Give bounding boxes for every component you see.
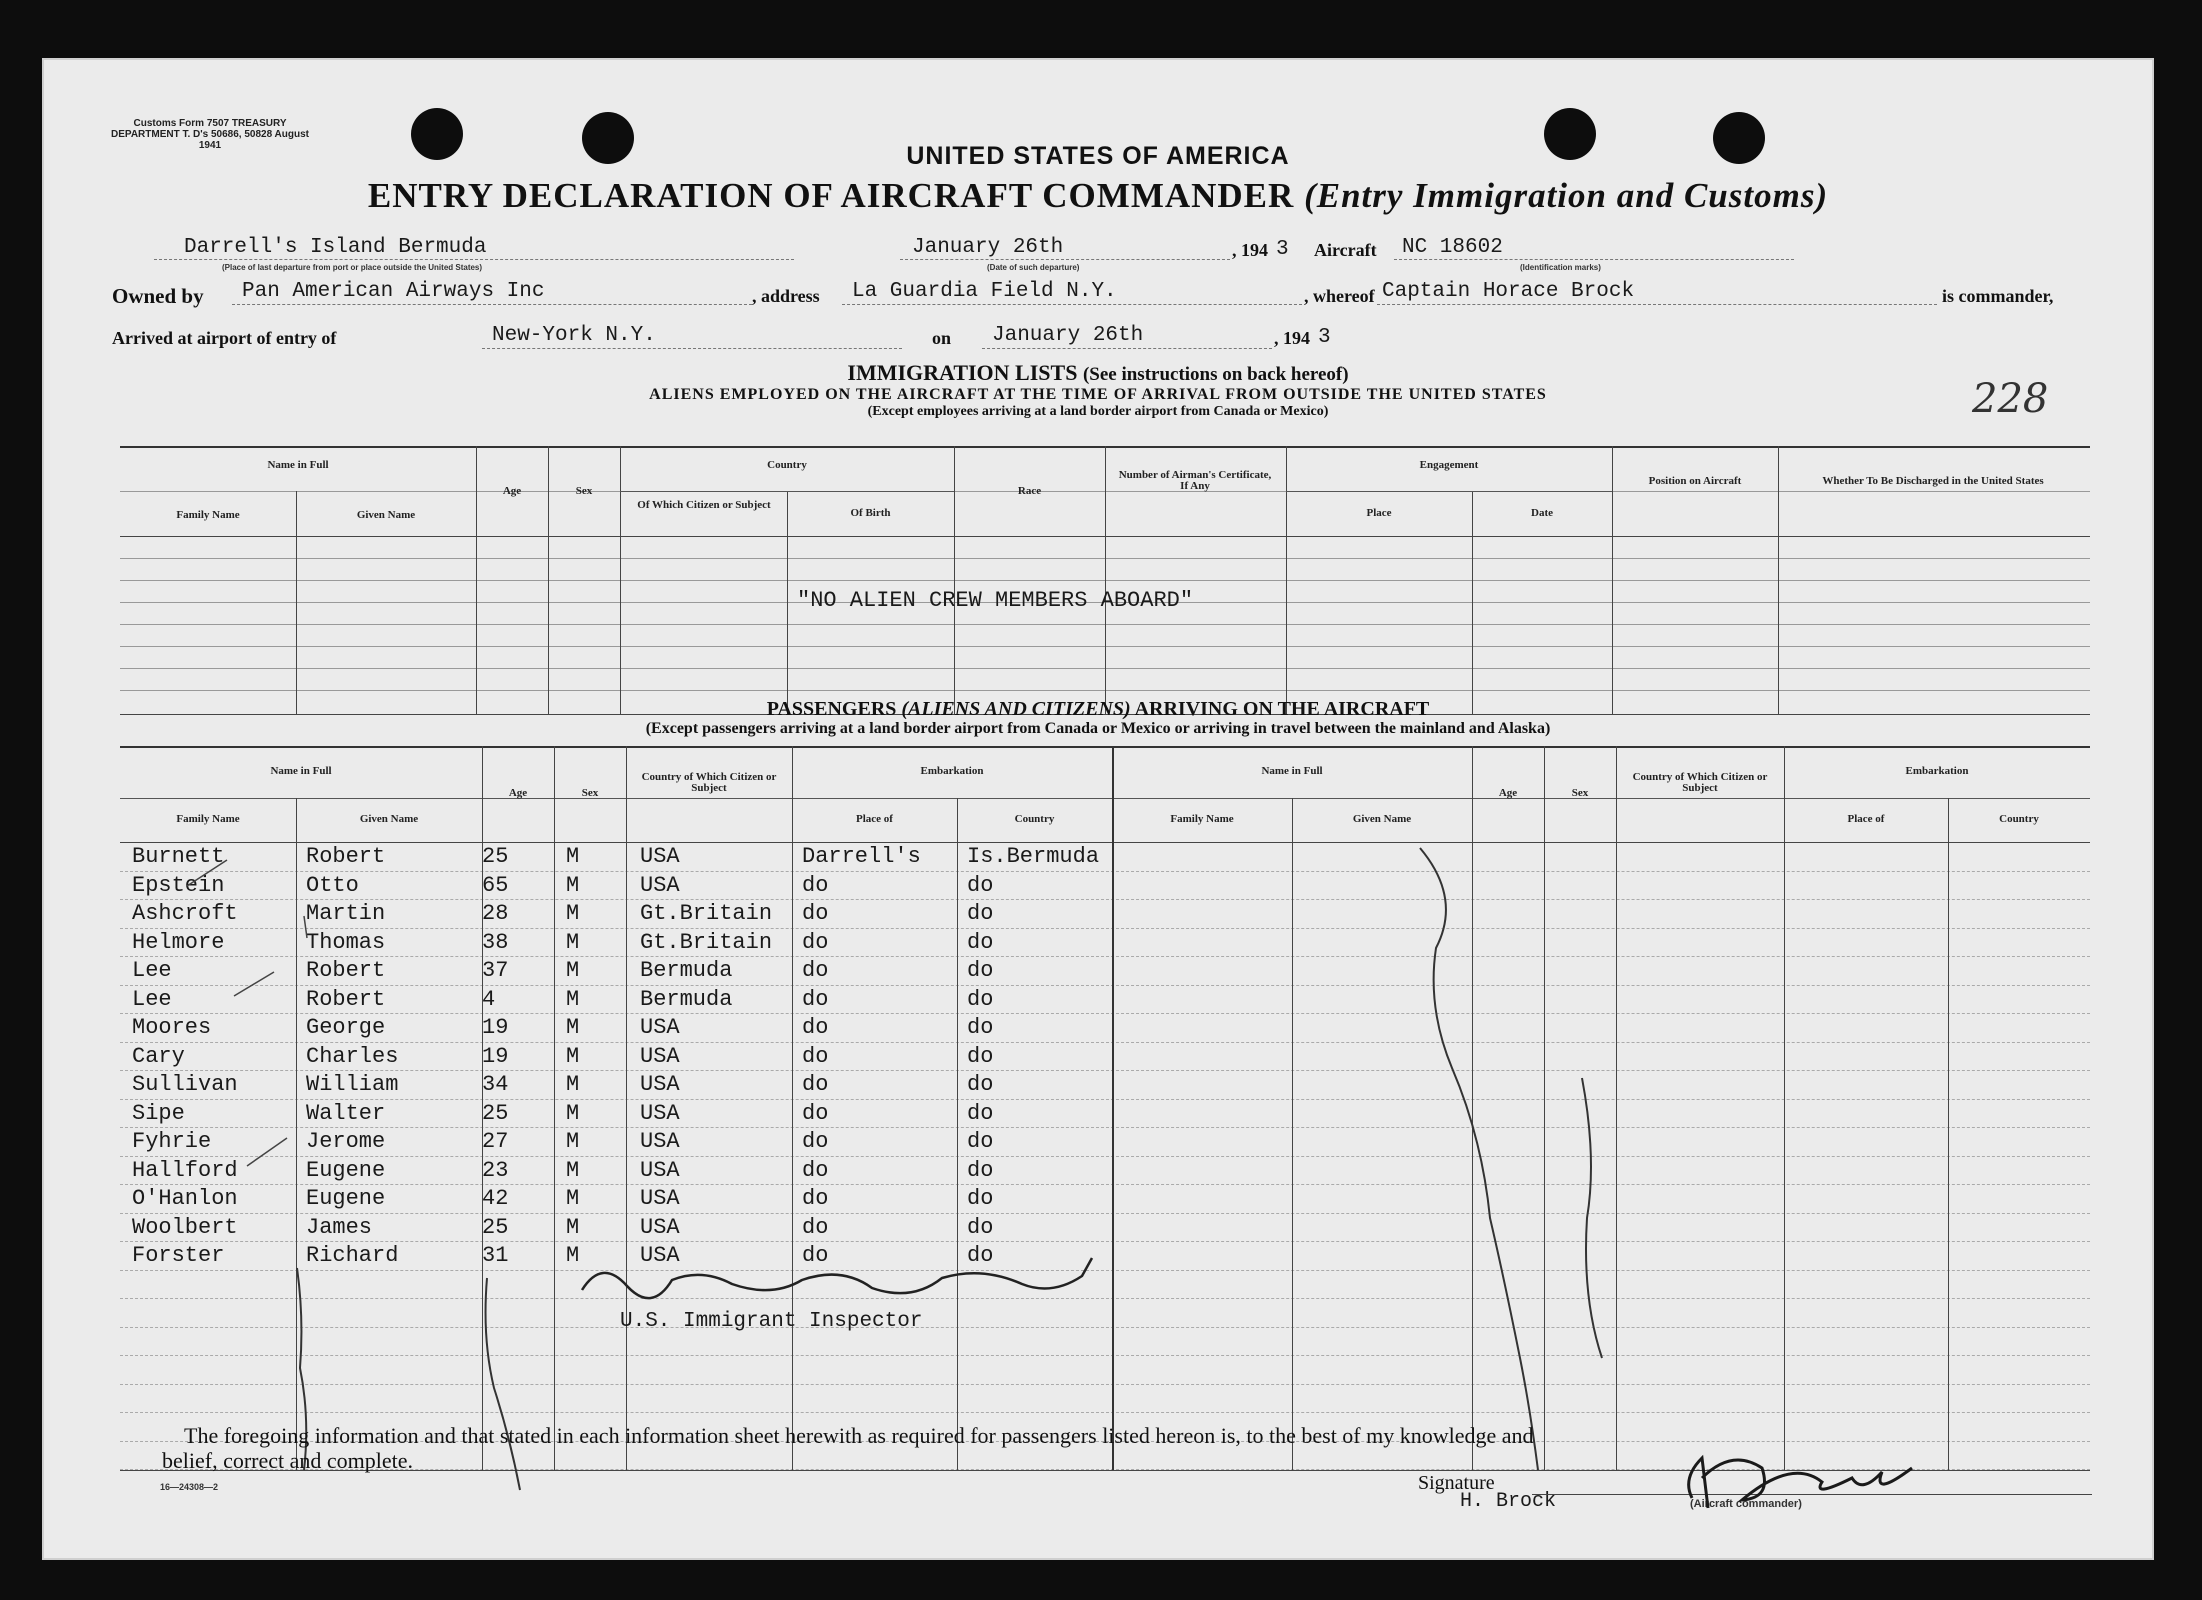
passenger-given: James	[306, 1214, 373, 1240]
passenger-country: do	[967, 1100, 994, 1126]
table-rule	[120, 985, 2090, 986]
passenger-age: 25	[482, 1100, 509, 1126]
pass-header-country-2: Country	[1999, 813, 2039, 825]
crew-remark: "NO ALIEN CREW MEMBERS ABOARD"	[797, 588, 1194, 613]
passenger-country: do	[967, 1243, 994, 1268]
passenger-given: William	[306, 1072, 399, 1097]
passenger-sex: M	[566, 1243, 580, 1268]
pen-line	[1420, 848, 1538, 1470]
passenger-country: do	[967, 1157, 994, 1183]
passenger-citizen: USA	[640, 872, 680, 898]
passenger-sex: M	[566, 844, 580, 869]
underline	[982, 348, 1272, 349]
passengers-title	[42, 698, 2154, 721]
table-rule	[1286, 491, 1612, 492]
passenger-given: Richard	[306, 1243, 399, 1268]
passenger-family: Ashcroft	[132, 901, 238, 926]
table-rule	[1616, 746, 1617, 1470]
passenger-given: Walter	[306, 1100, 386, 1126]
passenger-country: do	[967, 901, 994, 926]
passenger-age: 31	[482, 1243, 509, 1268]
pass-header-age: Age	[508, 787, 528, 799]
table-rule	[120, 1327, 2090, 1328]
year-prefix: , 194	[1232, 240, 1268, 260]
inspector-title: U.S. Immigrant Inspector	[620, 1310, 923, 1333]
passenger-family: Helmore	[132, 929, 225, 955]
passenger-place: do	[802, 986, 829, 1012]
passenger-sex: M	[566, 1015, 580, 1040]
commander-name: Captain Horace Brock	[1382, 280, 1635, 303]
table-rule	[626, 746, 627, 1470]
page-title	[42, 176, 2154, 216]
immigration-title	[42, 360, 2154, 386]
passenger-citizen: USA	[640, 1214, 680, 1240]
passenger-age: 4	[482, 986, 496, 1012]
pass-header-country: Country	[1014, 813, 1055, 825]
passenger-sex: M	[566, 872, 580, 898]
passenger-given: Robert	[306, 958, 386, 983]
table-rule	[554, 746, 555, 1470]
passenger-age: 34	[482, 1072, 509, 1097]
passengers-title-paren: (ALIENS AND CITIZENS)	[901, 698, 1131, 720]
form-sheet	[42, 58, 2154, 1560]
title-paren: (Entry Immigration and Customs)	[1304, 176, 1829, 215]
footer-code: 16—24308—2	[160, 1482, 219, 1492]
table-rule	[1948, 798, 1949, 1470]
form-number-block: Customs Form 7507 TREASURY DEPARTMENT T. D's 50686, 50828 August 1941	[111, 118, 309, 151]
table-rule	[787, 491, 788, 714]
crew-header-sex: Sex	[575, 485, 593, 497]
table-rule	[120, 1070, 2090, 1071]
immigration-subtitle: ALIENS EMPLOYED ON THE AIRCRAFT AT THE TIME OF ARRIVAL FROM OUTSIDE THE UNITED STATES	[649, 386, 1547, 403]
passenger-sex: M	[566, 1043, 580, 1069]
crew-header-certificate: Number of Airman's Certificate, If Any	[1118, 469, 1272, 492]
passenger-family: Sipe	[132, 1100, 185, 1126]
pass-header-place-2: Place of	[1847, 813, 1885, 825]
passenger-given: Eugene	[306, 1186, 386, 1211]
table-rule	[120, 746, 2090, 748]
aircraft-label: Aircraft	[1314, 240, 1377, 260]
passenger-family: Woolbert	[132, 1214, 238, 1240]
pass-header-sex: Sex	[581, 787, 599, 799]
passenger-sex: M	[566, 986, 580, 1012]
immigration-title-text: IMMIGRATION LISTS	[847, 360, 1078, 385]
passenger-place: do	[802, 1129, 829, 1154]
passenger-given: Jerome	[306, 1129, 386, 1154]
table-rule	[120, 1355, 2090, 1356]
table-rule	[1544, 746, 1545, 1470]
passenger-given: Otto	[306, 872, 359, 898]
passenger-sex: M	[566, 1072, 580, 1097]
passenger-place: do	[802, 901, 829, 926]
departure-date-note: (Date of such departure)	[987, 263, 1080, 272]
passenger-family: Lee	[132, 958, 172, 983]
table-rule	[1472, 491, 1473, 714]
passenger-place: do	[802, 872, 829, 898]
passenger-family: Forster	[132, 1243, 225, 1268]
table-rule	[620, 446, 621, 714]
passenger-age: 27	[482, 1129, 509, 1154]
crew-header-position: Position on Aircraft	[1648, 475, 1742, 487]
passenger-sex: M	[566, 901, 580, 926]
on-label: on	[932, 328, 952, 348]
passenger-citizen: USA	[640, 1072, 680, 1097]
table-rule	[120, 899, 2090, 900]
passenger-family: Cary	[132, 1043, 185, 1069]
table-rule	[1472, 746, 1473, 1470]
passenger-place: do	[802, 958, 829, 983]
underline	[900, 259, 1230, 260]
passengers-title-text: PASSENGERS	[766, 698, 897, 720]
passenger-citizen: Gt.Britain	[640, 901, 773, 926]
pass-header-citizen-2: Country of Which Citizen or Subject	[1632, 771, 1768, 794]
passenger-age: 42	[482, 1186, 509, 1211]
passenger-place: do	[802, 1186, 829, 1211]
crew-header-discharged: Whether To Be Discharged in the United States	[1822, 475, 2044, 487]
passenger-citizen: USA	[640, 844, 680, 869]
passenger-citizen: Bermuda	[640, 958, 733, 983]
passenger-place: do	[802, 1015, 829, 1040]
passenger-country: do	[967, 958, 994, 983]
aircraft-mark: NC 18602	[1402, 236, 1503, 259]
declaration-line-1: The foregoing information and that stated in each information sheet herewith as required for passengers listed hereon is, to the best of my knowledge and	[184, 1423, 1534, 1448]
table-rule	[1286, 446, 1287, 714]
passenger-family: O'Hanlon	[132, 1186, 238, 1211]
passenger-citizen: USA	[640, 1100, 680, 1126]
passenger-age: 28	[482, 901, 509, 926]
crew-header-family: Family Name	[176, 509, 240, 521]
country-title: UNITED STATES OF AMERICA	[906, 142, 1290, 170]
passenger-family: Lee	[132, 986, 172, 1012]
immigration-title-note: (See instructions on back hereof)	[1082, 364, 1349, 385]
table-rule	[1778, 446, 1779, 714]
table-rule	[296, 798, 297, 1470]
passenger-country: Is.Bermuda	[967, 844, 1100, 869]
title-main: ENTRY DECLARATION OF AIRCRAFT COMMANDER	[367, 176, 1295, 215]
passenger-given: Robert	[306, 844, 386, 869]
table-rule	[1784, 746, 1785, 1470]
table-rule	[120, 1042, 2090, 1043]
crew-header-birth: Of Birth	[850, 507, 891, 519]
passenger-given: George	[306, 1015, 386, 1040]
passengers-subtitle: (Except passengers arriving at a land border airport from Canada or Mexico or arriving in travel between the mainland and Alaska)	[645, 720, 1551, 737]
page-mark: 228	[1972, 376, 2049, 422]
passenger-citizen: USA	[640, 1129, 680, 1154]
passenger-age: 37	[482, 958, 509, 983]
passenger-sex: M	[566, 929, 580, 955]
table-rule	[120, 1412, 2090, 1413]
declaration-line-2: belief, correct and complete.	[162, 1448, 414, 1473]
underline	[154, 259, 794, 260]
table-rule	[1105, 446, 1106, 714]
passenger-place: do	[802, 1243, 829, 1268]
crew-header-age: Age	[502, 485, 522, 497]
table-rule	[120, 1241, 2090, 1242]
crew-header-engagement: Engagement	[1419, 459, 1479, 471]
underline	[842, 304, 1302, 305]
signer-typed: H. Brock	[1460, 1490, 1557, 1513]
passenger-place: do	[802, 1100, 829, 1126]
pass-header-place: Place of	[856, 813, 893, 825]
passenger-place: do	[802, 1157, 829, 1183]
passenger-country: do	[967, 1129, 994, 1154]
crew-header-name: Name in Full	[267, 459, 329, 471]
table-rule	[120, 1213, 2090, 1214]
aircraft-mark-note: (Identification marks)	[1520, 263, 1601, 272]
arrival-date: January 26th	[992, 324, 1144, 347]
passenger-age: 25	[482, 1214, 509, 1240]
passenger-place: Darrell's	[802, 844, 921, 869]
table-rule	[120, 1013, 2090, 1014]
table-rule	[620, 491, 954, 492]
table-rule	[792, 746, 793, 1470]
passenger-country: do	[967, 1015, 994, 1040]
passenger-age: 38	[482, 929, 509, 955]
crew-header-race: Race	[1017, 485, 1042, 497]
pass-header-family: Family Name	[176, 813, 240, 825]
crew-header-country: Country	[767, 459, 807, 471]
passenger-citizen: Bermuda	[640, 986, 733, 1012]
pass-header-given: Given Name	[359, 813, 419, 825]
passenger-citizen: Gt.Britain	[640, 929, 773, 955]
passenger-country: do	[967, 1186, 994, 1211]
passenger-country: do	[967, 1072, 994, 1097]
crew-header-given: Given Name	[356, 509, 416, 521]
immigration-subtitle-note: (Except employees arriving at a land border airport from Canada or Mexico)	[867, 404, 1329, 419]
passenger-given: Robert	[306, 986, 386, 1012]
passenger-given: Charles	[306, 1043, 399, 1069]
table-rule	[120, 1184, 2090, 1185]
pass-header-sex-2: Sex	[1571, 787, 1589, 799]
table-rule	[120, 798, 2090, 799]
table-rule	[1112, 746, 1114, 1470]
address: La Guardia Field N.Y.	[852, 280, 1117, 303]
passenger-citizen: USA	[640, 1043, 680, 1069]
pass-header-name: Name in Full	[270, 765, 332, 777]
passenger-country: do	[967, 1043, 994, 1069]
table-rule	[296, 491, 297, 714]
passenger-family: Hallford	[132, 1157, 238, 1183]
pen-line	[1582, 1078, 1602, 1358]
pass-header-age-2: Age	[1498, 787, 1518, 799]
table-rule	[120, 928, 2090, 929]
table-rule	[1292, 798, 1293, 1470]
passenger-family: Moores	[132, 1015, 212, 1040]
passenger-citizen: USA	[640, 1243, 680, 1268]
table-rule	[120, 871, 2090, 872]
table-rule	[120, 1298, 2090, 1299]
pass-header-citizen: Country of Which Citizen or Subject	[641, 771, 777, 794]
pass-header-name-2: Name in Full	[1261, 765, 1323, 777]
passenger-country: do	[967, 1214, 994, 1240]
passenger-country: do	[967, 986, 994, 1012]
passenger-sex: M	[566, 1129, 580, 1154]
passenger-sex: M	[566, 1186, 580, 1211]
table-rule	[1612, 446, 1613, 714]
passenger-place: do	[802, 929, 829, 955]
crew-header-place: Place	[1366, 507, 1392, 519]
passenger-sex: M	[566, 1157, 580, 1183]
pass-header-given-2: Given Name	[1352, 813, 1412, 825]
address-label: , address	[752, 286, 820, 306]
departure-date: January 26th	[912, 236, 1064, 259]
underline	[1377, 304, 1937, 305]
table-rule	[120, 1099, 2090, 1100]
commander-signature	[1662, 1438, 1942, 1518]
signature-label: Signature	[1418, 1472, 1495, 1494]
table-rule	[120, 1384, 2090, 1385]
year-digit: 3	[1276, 238, 1289, 261]
passenger-age: 65	[482, 872, 509, 898]
whereof-label: , whereof	[1304, 286, 1375, 306]
passenger-age: 19	[482, 1043, 509, 1069]
pass-header-embarkation: Embarkation	[920, 765, 984, 777]
table-rule	[957, 798, 958, 1470]
passenger-sex: M	[566, 1214, 580, 1240]
passenger-family: Sullivan	[132, 1072, 238, 1097]
passenger-place: do	[802, 1214, 829, 1240]
underline	[482, 348, 902, 349]
passenger-country: do	[967, 872, 994, 898]
departure-place: Darrell's Island Bermuda	[184, 236, 487, 259]
table-rule	[120, 842, 2090, 843]
arrived-label: Arrived at airport of entry of	[112, 328, 337, 348]
underline	[232, 304, 752, 305]
pass-header-family-2: Family Name	[1170, 813, 1234, 825]
arrival-year-digit: 3	[1318, 326, 1331, 349]
arrival-airport: New-York N.Y.	[492, 324, 656, 347]
departure-place-note: (Place of last departure from port or place outside the United States)	[222, 263, 483, 272]
passenger-age: 25	[482, 844, 509, 869]
crew-header-citizen: Of Which Citizen or Subject	[637, 499, 771, 511]
passenger-given: Thomas	[306, 929, 386, 955]
is-commander-label: is commander,	[1942, 286, 2054, 306]
passenger-citizen: USA	[640, 1186, 680, 1211]
passenger-given: Martin	[306, 901, 386, 926]
pass-header-embarkation-2: Embarkation	[1905, 765, 1969, 777]
passenger-given: Eugene	[306, 1157, 386, 1183]
underline	[1394, 259, 1794, 260]
passengers-title-rest: ARRIVING ON THE AIRCRAFT	[1134, 698, 1430, 720]
table-rule	[120, 1270, 2090, 1271]
passenger-family: Fyhrie	[132, 1129, 212, 1154]
passenger-family: Burnett	[132, 844, 225, 869]
arrival-year-prefix: , 194	[1274, 328, 1310, 348]
passenger-country: do	[967, 929, 994, 955]
pen-line	[247, 1138, 287, 1166]
owned-by-label: Owned by	[112, 284, 204, 308]
passenger-citizen: USA	[640, 1157, 680, 1183]
passenger-age: 19	[482, 1015, 509, 1040]
passenger-citizen: USA	[640, 1015, 680, 1040]
passenger-family: Epstein	[132, 872, 225, 898]
passenger-place: do	[802, 1043, 829, 1069]
signer-role: (Aircraft commander)	[1690, 1498, 1802, 1510]
passenger-sex: M	[566, 1100, 580, 1126]
table-rule	[120, 1156, 2090, 1157]
passenger-sex: M	[566, 958, 580, 983]
owner: Pan American Airways Inc	[242, 280, 545, 303]
passenger-age: 23	[482, 1157, 509, 1183]
passenger-place: do	[802, 1072, 829, 1097]
crew-header-date: Date	[1531, 507, 1553, 519]
table-rule	[120, 1127, 2090, 1128]
table-rule	[120, 956, 2090, 957]
